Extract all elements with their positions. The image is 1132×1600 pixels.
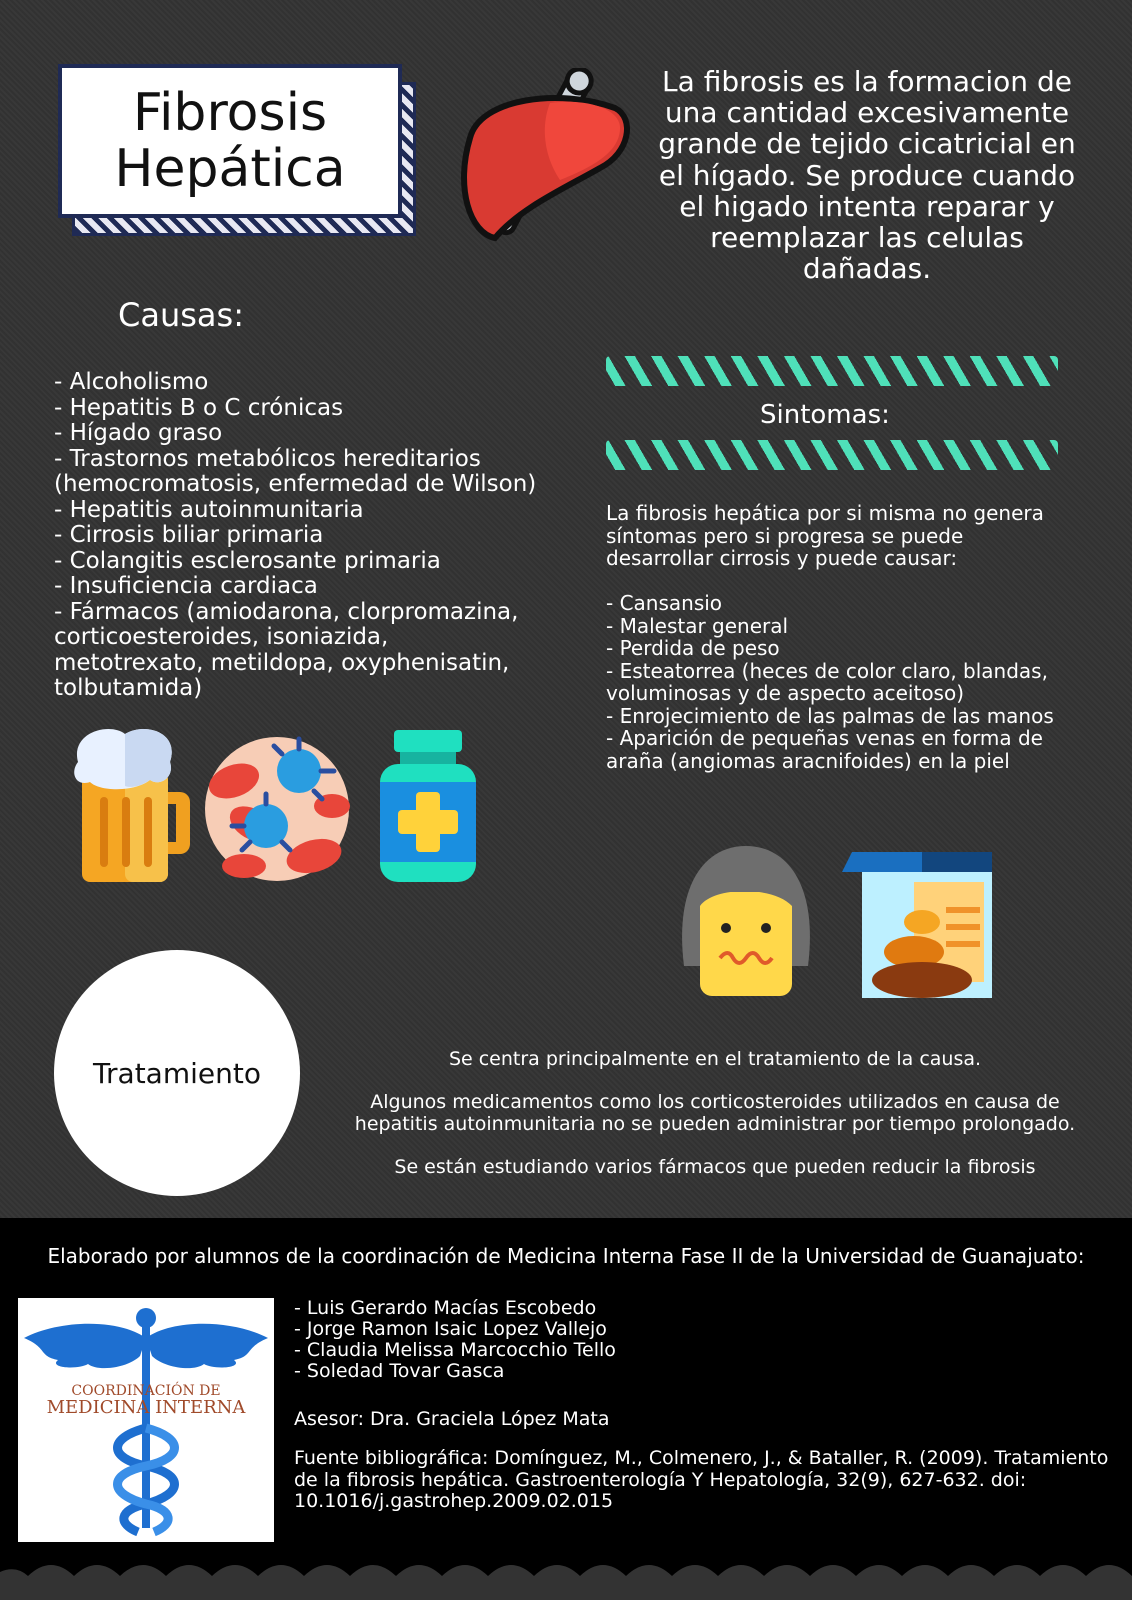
stool-jar-icon xyxy=(842,852,1000,998)
treatment-label: Tratamiento xyxy=(93,1056,261,1090)
list-item: - Luis Gerardo Macías Escobedo xyxy=(294,1297,597,1319)
blood-cells-icon xyxy=(204,736,350,882)
list-item: - Cirrosis biliar primaria xyxy=(54,522,324,548)
list-item: corticoesteroides, isoniazida, xyxy=(54,624,389,650)
list-item: - Jorge Ramon Isaic Lopez Vallejo xyxy=(294,1318,607,1340)
treatment-paragraph: Algunos medicamentos como los corticosteroides utilizados en causa de hepatitis autoinmunitaria no se pueden administrar por tiempo prolongado. xyxy=(354,1091,1076,1135)
list-item: (hemocromatosis, enfermedad de Wilson) xyxy=(54,471,537,497)
intro-paragraph: La fibrosis es la formacion de una cantidad excesivamente grande de tejido cicatricial en el hígado. Se produce cuando el higado intenta reparar y reemplazar las celulas dañadas. xyxy=(658,65,1076,286)
sick-face-icon xyxy=(674,846,818,996)
list-item: - Perdida de peso xyxy=(606,636,780,660)
title-line-2: Hepática xyxy=(114,139,346,199)
list-item: - Trastornos metabólicos hereditarios xyxy=(54,445,481,472)
treatment-badge xyxy=(54,950,300,1196)
treatment-text xyxy=(330,1048,1100,1199)
symptoms-intro: La fibrosis hepática por si misma no genera síntomas pero si progresa se puede desarrollar cirrosis y puede causar: xyxy=(606,501,1044,570)
beer-icon xyxy=(70,722,190,882)
authors-list xyxy=(294,1298,1114,1382)
advisor: Asesor: Dra. Graciela López Mata xyxy=(294,1408,610,1430)
causes-list xyxy=(54,370,574,702)
footer-heading: Elaborado por alumnos de la coordinación de Medicina Interna Fase II de la Universidad de Guanajuato: xyxy=(47,1244,1085,1268)
logo-text-line-1: COORDINACIÓN DE xyxy=(71,1383,221,1399)
stripe-divider-bottom xyxy=(606,440,1058,470)
list-item: - Colangitis esclerosante primaria xyxy=(54,547,441,574)
list-item: - Hígado graso xyxy=(54,420,223,446)
list-item: - Esteatorrea (heces de color claro, blandas, voluminosas y de aspecto aceitoso) xyxy=(606,658,1048,705)
list-item: - Claudia Melissa Marcocchio Tello xyxy=(294,1339,616,1361)
treatment-paragraph: Se centra principalmente en el tratamiento de la causa. xyxy=(448,1048,982,1070)
list-item: - Insuficiencia cardiaca xyxy=(54,573,318,599)
list-item: - Hepatitis autoinmunitaria xyxy=(54,496,364,523)
stripe-divider-top xyxy=(606,356,1058,386)
bibliographic-source: Fuente bibliográfica: Domínguez, M., Colmenero, J., & Bataller, R. (2009). Tratamiento de la fibrosis hepática. Gastroenterología Y Hepatología, 32(9), 627-632. doi: 10.1016/j.gastrohep.2009.02.015 xyxy=(294,1447,1109,1512)
list-item: tolbutamida) xyxy=(54,675,203,701)
list-item: - Alcoholismo xyxy=(54,369,209,395)
title-line-1: Fibrosis xyxy=(132,83,328,143)
list-item: - Hepatitis B o C crónicas xyxy=(54,394,344,421)
footer-scallop-border xyxy=(0,1556,1132,1600)
list-item: - Malestar general xyxy=(606,613,789,638)
list-item: - Fármacos (amiodarona, clorpromazina, xyxy=(54,598,519,625)
caduceus-logo xyxy=(18,1298,274,1542)
symptoms-list xyxy=(606,592,1076,772)
liver-icon xyxy=(450,68,640,248)
causes-heading: Causas: xyxy=(118,296,244,334)
medicine-bottle-icon xyxy=(376,730,480,882)
treatment-paragraph: Se están estudiando varios fármacos que pueden reducir la fibrosis xyxy=(394,1156,1036,1178)
title-box xyxy=(58,64,402,218)
symptoms-heading: Sintomas: xyxy=(760,400,890,430)
list-item: - Soledad Tovar Gasca xyxy=(294,1360,505,1382)
list-item: metotrexato, metildopa, oxyphenisatin, xyxy=(54,649,510,676)
list-item: - Cansansio xyxy=(606,591,723,615)
list-item: - Enrojecimiento de las palmas de las manos xyxy=(606,703,1054,728)
logo-text-line-2: MEDICINA INTERNA xyxy=(46,1397,246,1418)
list-item: - Aparición de pequeñas venas en forma de araña (angiomas aracnifoides) en la piel xyxy=(606,726,1043,773)
